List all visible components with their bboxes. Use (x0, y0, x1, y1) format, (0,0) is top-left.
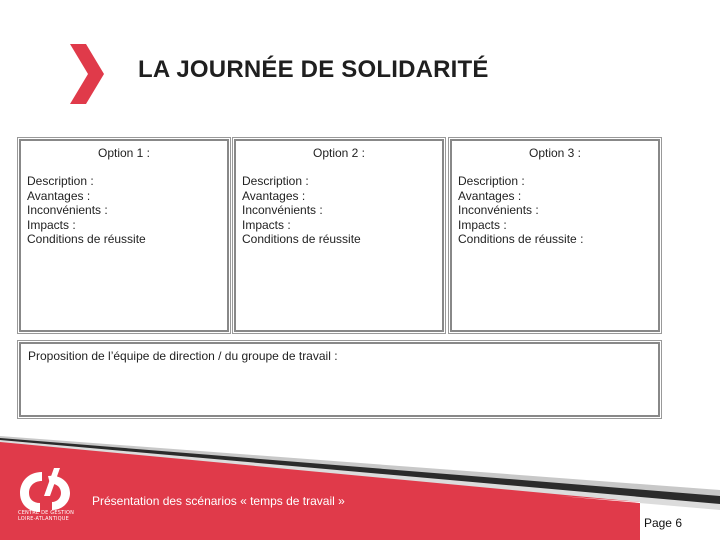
proposal-box (19, 342, 660, 417)
option-title: Option 3 : (528, 146, 582, 160)
logo-org-line2: LOIRE-ATLANTIQUE (18, 516, 69, 522)
option-fields (27, 174, 146, 247)
option-fields (458, 174, 583, 247)
field-avantages: Avantages : (458, 188, 522, 203)
field-description: Description : (242, 174, 309, 188)
field-conditions: Conditions de réussite (27, 232, 146, 246)
field-inconvenients: Inconvénients : (458, 203, 539, 217)
option-fields (242, 174, 361, 247)
field-avantages: Avantages : (242, 188, 306, 203)
option-title: Option 1 : (97, 146, 151, 160)
field-conditions: Conditions de réussite : (458, 232, 584, 246)
option-box-2 (234, 139, 444, 332)
footer-decoration (0, 430, 720, 540)
field-impacts: Impacts : (242, 217, 291, 232)
page-title: LA JOURNÉE DE SOLIDARITÉ (138, 56, 489, 83)
logo-org-line1: CENTRE DE GESTION (18, 510, 75, 516)
chevron-icon (70, 44, 104, 104)
field-description: Description : (27, 174, 94, 188)
footer-caption: Présentation des scénarios « temps de travail » (92, 494, 345, 508)
field-inconvenients: Inconvénients : (242, 203, 323, 217)
option-box-3 (450, 139, 660, 332)
logo-org-name (18, 510, 78, 522)
field-avantages: Avantages : (27, 188, 91, 203)
proposal-label: Proposition de l’équipe de direction / du groupe de travail : (28, 349, 338, 363)
field-conditions: Conditions de réussite (242, 232, 361, 246)
option-box-1 (19, 139, 229, 332)
field-impacts: Impacts : (27, 217, 76, 232)
page-number: Page 6 (643, 516, 682, 530)
field-impacts: Impacts : (458, 217, 507, 232)
option-title: Option 2 : (312, 146, 366, 160)
field-description: Description : (458, 174, 525, 188)
field-inconvenients: Inconvénients : (27, 203, 108, 217)
